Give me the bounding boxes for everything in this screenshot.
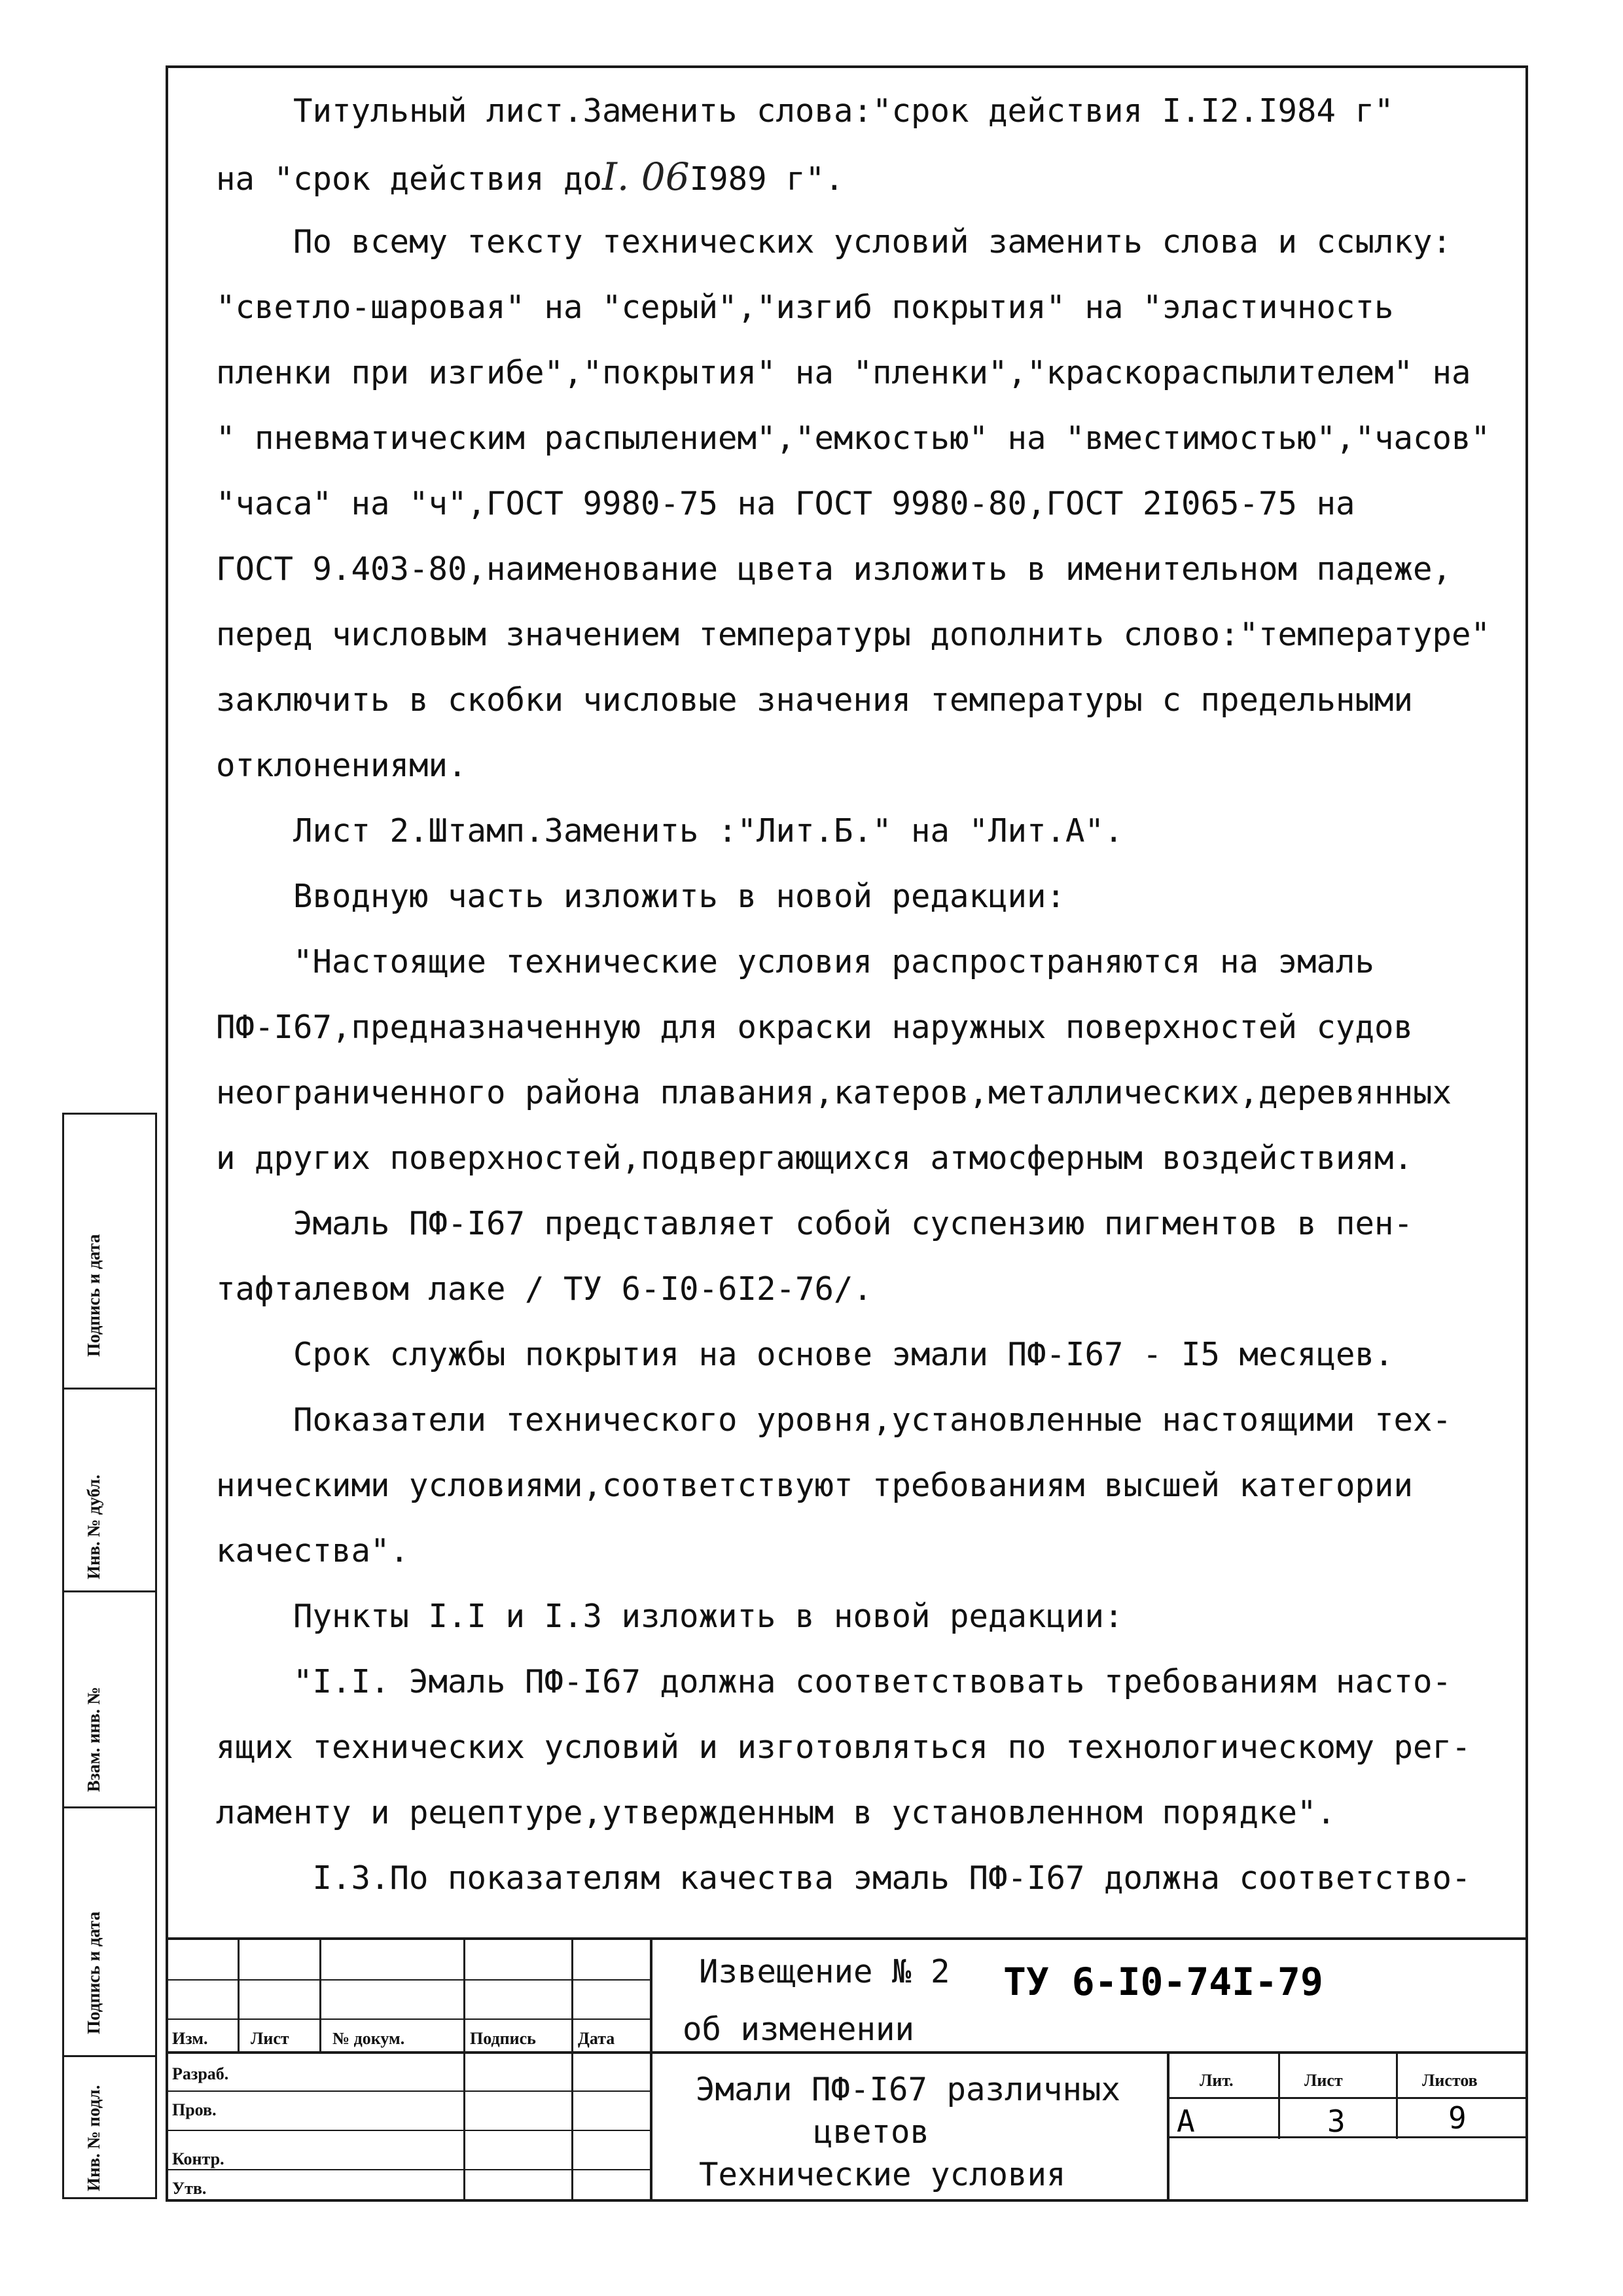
text-line: неограниченного района плавания,катеров,металлических,деревянных [216, 1074, 1452, 1111]
title-block [166, 1937, 1528, 2202]
lit-value: А [1177, 2104, 1195, 2139]
text-line: ламенту и рецептуре,утвержденным в установленном порядке". [216, 1794, 1336, 1831]
text-line: "Настоящие технические условия распространяются на эмаль [216, 943, 1375, 980]
text-line: Лист 2.Штамп.Заменить :"Лит.Б." на "Лит.А". [216, 812, 1124, 850]
list-header: Лист [1304, 2071, 1343, 2090]
side-label: Подпись и дата [84, 1911, 103, 2034]
doc-title-line3: Технические условия [699, 2156, 1066, 2193]
side-label: Инв. № подл. [84, 2085, 103, 2191]
list-value: 3 [1327, 2104, 1346, 2139]
text-line: на "срок действия до [216, 160, 603, 198]
side-label: Взам. инв. № [84, 1687, 103, 1792]
side-box-signature-1 [62, 1113, 157, 1388]
doc-title-line1: Эмали ПФ-I67 различных [696, 2071, 1121, 2108]
notice-title: Извещение № 2 [699, 1953, 950, 1990]
text-line-end: I989 г". [689, 160, 844, 198]
text-line: заключить в скобки числовые значения температуры с предельными [216, 681, 1414, 719]
text-line: " пневматическим распылением","емкостью" на "вместимостью","часов" [216, 420, 1491, 457]
side-box-signature-2 [62, 1806, 157, 2055]
text-line: ящих технических условий и изготовляться по технологическому рег- [216, 1729, 1471, 1766]
text-line: Титульный лист.Заменить слова:"срок действия I.I2.I984 г" [216, 92, 1394, 130]
text-line: "светло-шаровая" на "серый","изгиб покрытия" на "эластичность [216, 289, 1394, 326]
text-line: "I.I. Эмаль ПФ-I67 должна соответствовать требованиям насто- [216, 1663, 1452, 1700]
role-utv: Утв. [172, 2179, 207, 2198]
text-line: Показатели технического уровня,установленные настоящими тех- [216, 1401, 1452, 1439]
side-box-inv-podl [62, 2055, 157, 2199]
text-line: ГОСТ 9.403-80,наименование цвета изложить в именительном падеже, [216, 550, 1452, 588]
text-line: Эмаль ПФ-I67 представляет собой суспензию пигментов в пен- [216, 1205, 1414, 1242]
role-kontr: Контр. [172, 2149, 224, 2168]
text-line: перед числовым значением температуры дополнить слово:"температуре" [216, 616, 1491, 653]
text-line: тафталевом лаке / ТУ 6-I0-6I2-76/. [216, 1270, 873, 1308]
text-line-validity [216, 154, 844, 199]
col-header-date: Дата [578, 2029, 615, 2048]
text-line: ПФ-I67,предназначенную для окраски наружных поверхностей судов [216, 1009, 1414, 1046]
listov-header: Листов [1422, 2071, 1478, 2090]
side-label: Подпись и дата [84, 1234, 103, 1357]
role-razrab: Разраб. [172, 2064, 229, 2083]
text-line: пленки при изгибе","покрытия" на "пленки","краскораспылителем" на [216, 354, 1471, 391]
text-line: I.3.По показателям качества эмаль ПФ-I67 должна соответство- [216, 1859, 1471, 1897]
text-line: Срок службы покрытия на основе эмали ПФ-I67 - I5 месяцев. [216, 1336, 1394, 1373]
document-code: ТУ 6-I0-74I-79 [1003, 1960, 1323, 2004]
text-line: Вводную часть изложить в новой редакции: [216, 878, 1066, 915]
text-line: качества". [216, 1532, 410, 1570]
text-line: ническими условиями,соответствуют требованиям высшей категории [216, 1467, 1414, 1504]
handwritten-date: I. 06 [602, 154, 690, 199]
side-box-inv-dubl [62, 1388, 157, 1590]
col-header-izm: Изм. [172, 2029, 208, 2048]
text-line: По всему тексту технических условий заменить слова и ссылку: [216, 223, 1452, 260]
side-label: Инв. № дубл. [84, 1474, 103, 1579]
text-line: и других поверхностей,подвергающихся атмосферным воздействиям. [216, 1139, 1414, 1177]
doc-title-line2: цветов [813, 2113, 930, 2151]
notice-subtitle: об изменении [683, 2011, 915, 2048]
side-box-vzam [62, 1590, 157, 1806]
lit-header: Лит. [1200, 2071, 1234, 2090]
col-header-doc: № докум. [332, 2029, 405, 2048]
text-line: "часа" на "ч",ГОСТ 9980-75 на ГОСТ 9980-80,ГОСТ 2I065-75 на [216, 485, 1355, 522]
text-line: отклонениями. [216, 747, 467, 784]
text-line: Пункты I.I и I.3 изложить в новой редакции: [216, 1598, 1124, 1635]
col-header-list: Лист [251, 2029, 289, 2048]
role-prov: Пров. [172, 2100, 217, 2119]
listov-value: 9 [1448, 2100, 1467, 2136]
col-header-signature: Подпись [470, 2029, 536, 2048]
